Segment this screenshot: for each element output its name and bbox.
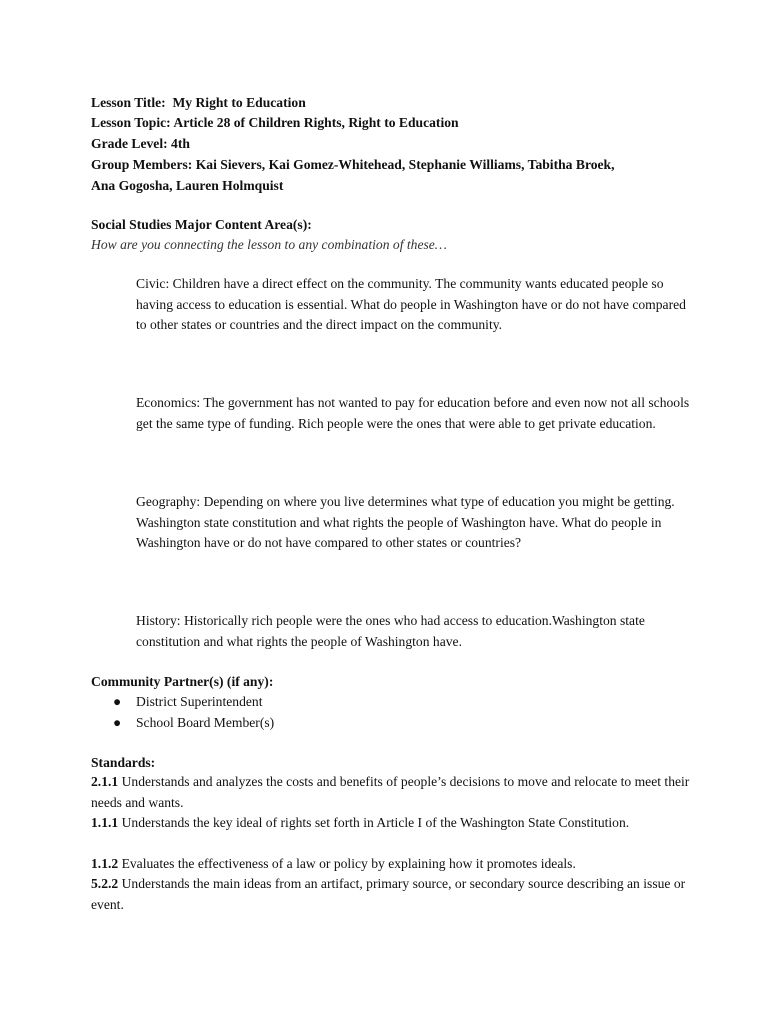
standard-text: Understands and analyzes the costs and benefits of people’s decisions to move and relocate to meet their needs and wants. bbox=[91, 774, 690, 810]
content-area-prompt: How are you connecting the lesson to any combination of these… bbox=[91, 237, 447, 252]
standard-code: 5.2.2 bbox=[91, 876, 119, 891]
civic-text: Civic: Children have a direct effect on the community. The community wants educated people so having access to education is essential. What do people in Washington have or do not have compared to other states or countries and the direct impact on the community. bbox=[136, 276, 686, 332]
content-area-heading: Social Studies Major Content Area(s): bbox=[91, 217, 312, 232]
group-members-value-cont: Ana Gogosha, Lauren Holmquist bbox=[91, 178, 284, 193]
lesson-topic-line bbox=[91, 113, 459, 133]
standard-item bbox=[91, 874, 691, 915]
lesson-title-line bbox=[91, 93, 306, 113]
standard-item bbox=[91, 813, 691, 834]
standard-item bbox=[91, 772, 691, 813]
lesson-title-value: My Right to Education bbox=[172, 95, 306, 110]
grade-level-label: Grade Level: bbox=[91, 136, 168, 151]
group-members-line bbox=[91, 155, 615, 175]
standard-text: Understands the main ideas from an artifact, primary source, or secondary source describing an issue or event. bbox=[91, 876, 686, 912]
standard-code: 2.1.1 bbox=[91, 774, 119, 789]
standard-text: Evaluates the effectiveness of a law or policy by explaining how it promotes ideals. bbox=[118, 856, 576, 871]
community-partners-heading: Community Partner(s) (if any): bbox=[91, 674, 274, 689]
history-text: History: Historically rich people were the ones who had access to education.Washington state constitution and what rights the people of Washington have. bbox=[136, 613, 645, 649]
lesson-topic-value: Article 28 of Children Rights, Right to Education bbox=[173, 115, 459, 130]
group-members-value: Kai Sievers, Kai Gomez-Whitehead, Stephanie Williams, Tabitha Broek, bbox=[195, 157, 615, 172]
geography-text: Geography: Depending on where you live determines what type of education you might be getting. Washington state constitution and what rights the people of Washington have. What do people in Washington have or do not have compared to other states or countries? bbox=[136, 494, 675, 550]
group-members-label: Group Members: bbox=[91, 157, 193, 172]
partner-item: School Board Member(s) bbox=[136, 715, 275, 730]
lesson-title-label: Lesson Title: bbox=[91, 95, 166, 110]
grade-level-line bbox=[91, 134, 190, 154]
partner-item: District Superintendent bbox=[136, 694, 263, 709]
history-paragraph bbox=[136, 611, 696, 652]
group-members-line-2 bbox=[91, 176, 283, 196]
grade-level-value: 4th bbox=[171, 136, 190, 151]
bullet-icon: ● bbox=[113, 715, 122, 730]
standards-heading: Standards: bbox=[91, 755, 156, 770]
lesson-topic-label: Lesson Topic: bbox=[91, 115, 171, 130]
standard-text: Understands the key ideal of rights set forth in Article I of the Washington State Constitution. bbox=[118, 815, 630, 830]
economics-text: Economics: The government has not wanted to pay for education before and even now not all schools get the same type of funding. Rich people were the ones that were able to get private education. bbox=[136, 395, 690, 431]
bullet-icon: ● bbox=[113, 694, 122, 709]
standard-item bbox=[91, 854, 691, 875]
economics-paragraph bbox=[136, 393, 696, 434]
standard-code: 1.1.2 bbox=[91, 856, 119, 871]
standard-code: 1.1.1 bbox=[91, 815, 119, 830]
geography-paragraph bbox=[136, 492, 696, 554]
civic-paragraph bbox=[136, 274, 696, 336]
